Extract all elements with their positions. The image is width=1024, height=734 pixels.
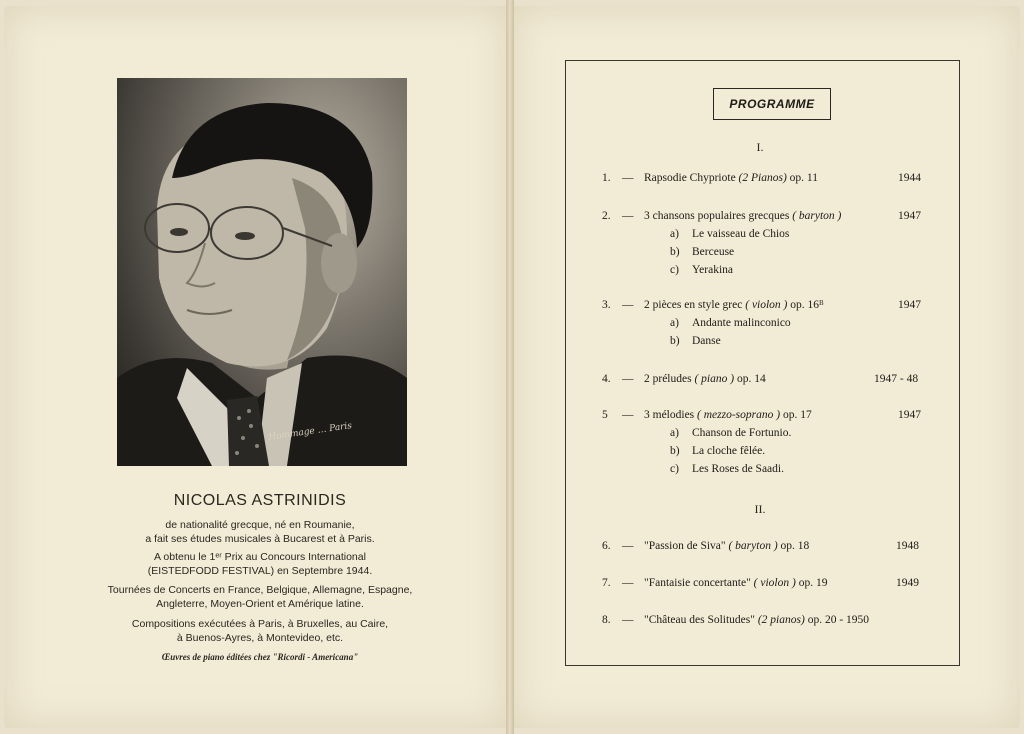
programme-heading: PROGRAMME bbox=[713, 88, 831, 120]
item-dash: — bbox=[622, 172, 634, 184]
sub-item-letter: b) bbox=[670, 335, 680, 347]
sub-item-title: Yerakina bbox=[692, 264, 733, 276]
item-year: 1947 bbox=[898, 210, 921, 222]
item-dash: — bbox=[622, 614, 634, 626]
bio-nationality: de nationalité grecque, né en Roumanie, a fait ses études musicales à Bucarest et à Paris. bbox=[145, 519, 375, 545]
sub-item bbox=[670, 317, 791, 329]
item-title-line bbox=[644, 373, 766, 385]
composer-portrait bbox=[117, 78, 407, 466]
item-year: 1949 bbox=[896, 577, 919, 589]
item-dash: — bbox=[622, 210, 634, 222]
item-opus: op. 14 bbox=[734, 373, 766, 385]
item-opus: op. 16ᴮ bbox=[787, 299, 824, 311]
sub-item-letter: c) bbox=[670, 463, 679, 475]
item-number: 8. bbox=[602, 614, 611, 626]
item-year: 1948 bbox=[896, 540, 919, 552]
item-instrument: ( piano ) bbox=[694, 373, 735, 385]
item-title: 3 chansons populaires grecques bbox=[644, 210, 793, 222]
sub-item-title: Berceuse bbox=[692, 246, 735, 258]
item-title: "Fantaisie concertante" bbox=[644, 577, 754, 589]
item-instrument: ( violon ) bbox=[753, 577, 796, 589]
item-opus: op. 18 bbox=[777, 540, 810, 552]
item-title: 2 pièces en style grec bbox=[644, 299, 746, 311]
item-year: 1944 bbox=[898, 172, 921, 184]
item-title-line bbox=[644, 540, 809, 552]
item-opus: op. 11 bbox=[786, 172, 818, 184]
sub-item-title: Danse bbox=[692, 335, 721, 347]
section-1-label: I. bbox=[756, 140, 764, 154]
item-year: 1947 bbox=[898, 409, 921, 421]
bio-tours: Tournées de Concerts en France, Belgique, Allemagne, Espagne, Angleterre, Moyen-Orient et Amérique latine. bbox=[107, 584, 413, 610]
item-title-line bbox=[644, 409, 812, 421]
publisher-note: Œuvres de piano éditées chez "Ricordi - Americana" bbox=[161, 652, 359, 662]
bio-compositions: Compositions exécutées à Paris, à Bruxelles, au Caire, à Buenos-Ayres, à Montevideo, etc. bbox=[131, 618, 389, 644]
item-dash: — bbox=[622, 373, 634, 385]
item-number: 6. bbox=[602, 540, 611, 552]
item-number: 2. bbox=[602, 210, 611, 222]
item-dash: — bbox=[622, 409, 634, 421]
item-number: 1. bbox=[602, 172, 611, 184]
sub-item-letter: b) bbox=[670, 246, 680, 258]
item-number: 3. bbox=[602, 299, 611, 311]
item-instrument: (2 pianos) bbox=[757, 614, 805, 626]
item-number: 7. bbox=[602, 577, 611, 589]
sub-item-letter: a) bbox=[670, 317, 679, 329]
composer-name: NICOLAS ASTRINIDIS bbox=[173, 492, 347, 509]
item-instrument: ( mezzo-soprano ) bbox=[697, 409, 781, 421]
item-title-line bbox=[644, 172, 818, 184]
item-dash: — bbox=[622, 299, 634, 311]
item-year: 1947 bbox=[898, 299, 921, 311]
sub-item-letter: b) bbox=[670, 445, 680, 457]
sub-item-title: Le vaisseau de Chios bbox=[692, 228, 790, 240]
sub-item-title: La cloche fêlée. bbox=[692, 445, 766, 457]
item-title: 2 préludes bbox=[644, 373, 695, 385]
sub-item bbox=[670, 463, 784, 475]
sub-item-title: Chanson de Fortunio. bbox=[692, 427, 792, 439]
sub-item-title: Les Roses de Saadi. bbox=[692, 463, 784, 475]
item-instrument: ( baryton ) bbox=[792, 210, 842, 222]
sub-item-letter: c) bbox=[670, 264, 679, 276]
item-opus: op. 17 bbox=[780, 409, 812, 421]
sub-item bbox=[670, 228, 789, 240]
item-instrument: (2 Pianos) bbox=[738, 172, 787, 184]
sub-item bbox=[670, 264, 733, 276]
item-dash: — bbox=[622, 540, 634, 552]
item-number: 5 bbox=[602, 409, 608, 421]
sub-item bbox=[670, 445, 765, 457]
item-title: "Château des Solitudes" bbox=[644, 614, 758, 626]
sub-item-letter: a) bbox=[670, 228, 679, 240]
bio-prize: A obtenu le 1ᵉʳ Prix au Concours International (EISTEDFODD FESTIVAL) en Septembre 1944. bbox=[147, 551, 373, 577]
item-dash: — bbox=[622, 577, 634, 589]
center-fold bbox=[506, 0, 514, 734]
item-title-line bbox=[644, 299, 823, 311]
item-opus: op. 20 - 1950 bbox=[804, 614, 870, 626]
sub-item bbox=[670, 335, 721, 347]
item-title: 3 mélodies bbox=[644, 409, 698, 421]
section-2-label: II. bbox=[754, 502, 766, 516]
item-title-line bbox=[644, 577, 827, 589]
item-title: Rapsodie Chypriote bbox=[644, 172, 739, 184]
portrait-signature: Hommage … Paris bbox=[267, 421, 353, 443]
sub-item-letter: a) bbox=[670, 427, 679, 439]
item-instrument: ( baryton ) bbox=[728, 540, 778, 552]
item-year: 1947 - 48 bbox=[874, 373, 919, 385]
sub-item bbox=[670, 246, 734, 258]
item-title-line bbox=[644, 210, 841, 222]
item-title: "Passion de Siva" bbox=[644, 540, 729, 552]
item-number: 4. bbox=[602, 373, 611, 385]
sub-item bbox=[670, 427, 791, 439]
sub-item-title: Andante malinconico bbox=[692, 317, 791, 329]
item-opus: op. 19 bbox=[795, 577, 828, 589]
item-instrument: ( violon ) bbox=[745, 299, 788, 311]
item-title-line bbox=[644, 614, 869, 626]
